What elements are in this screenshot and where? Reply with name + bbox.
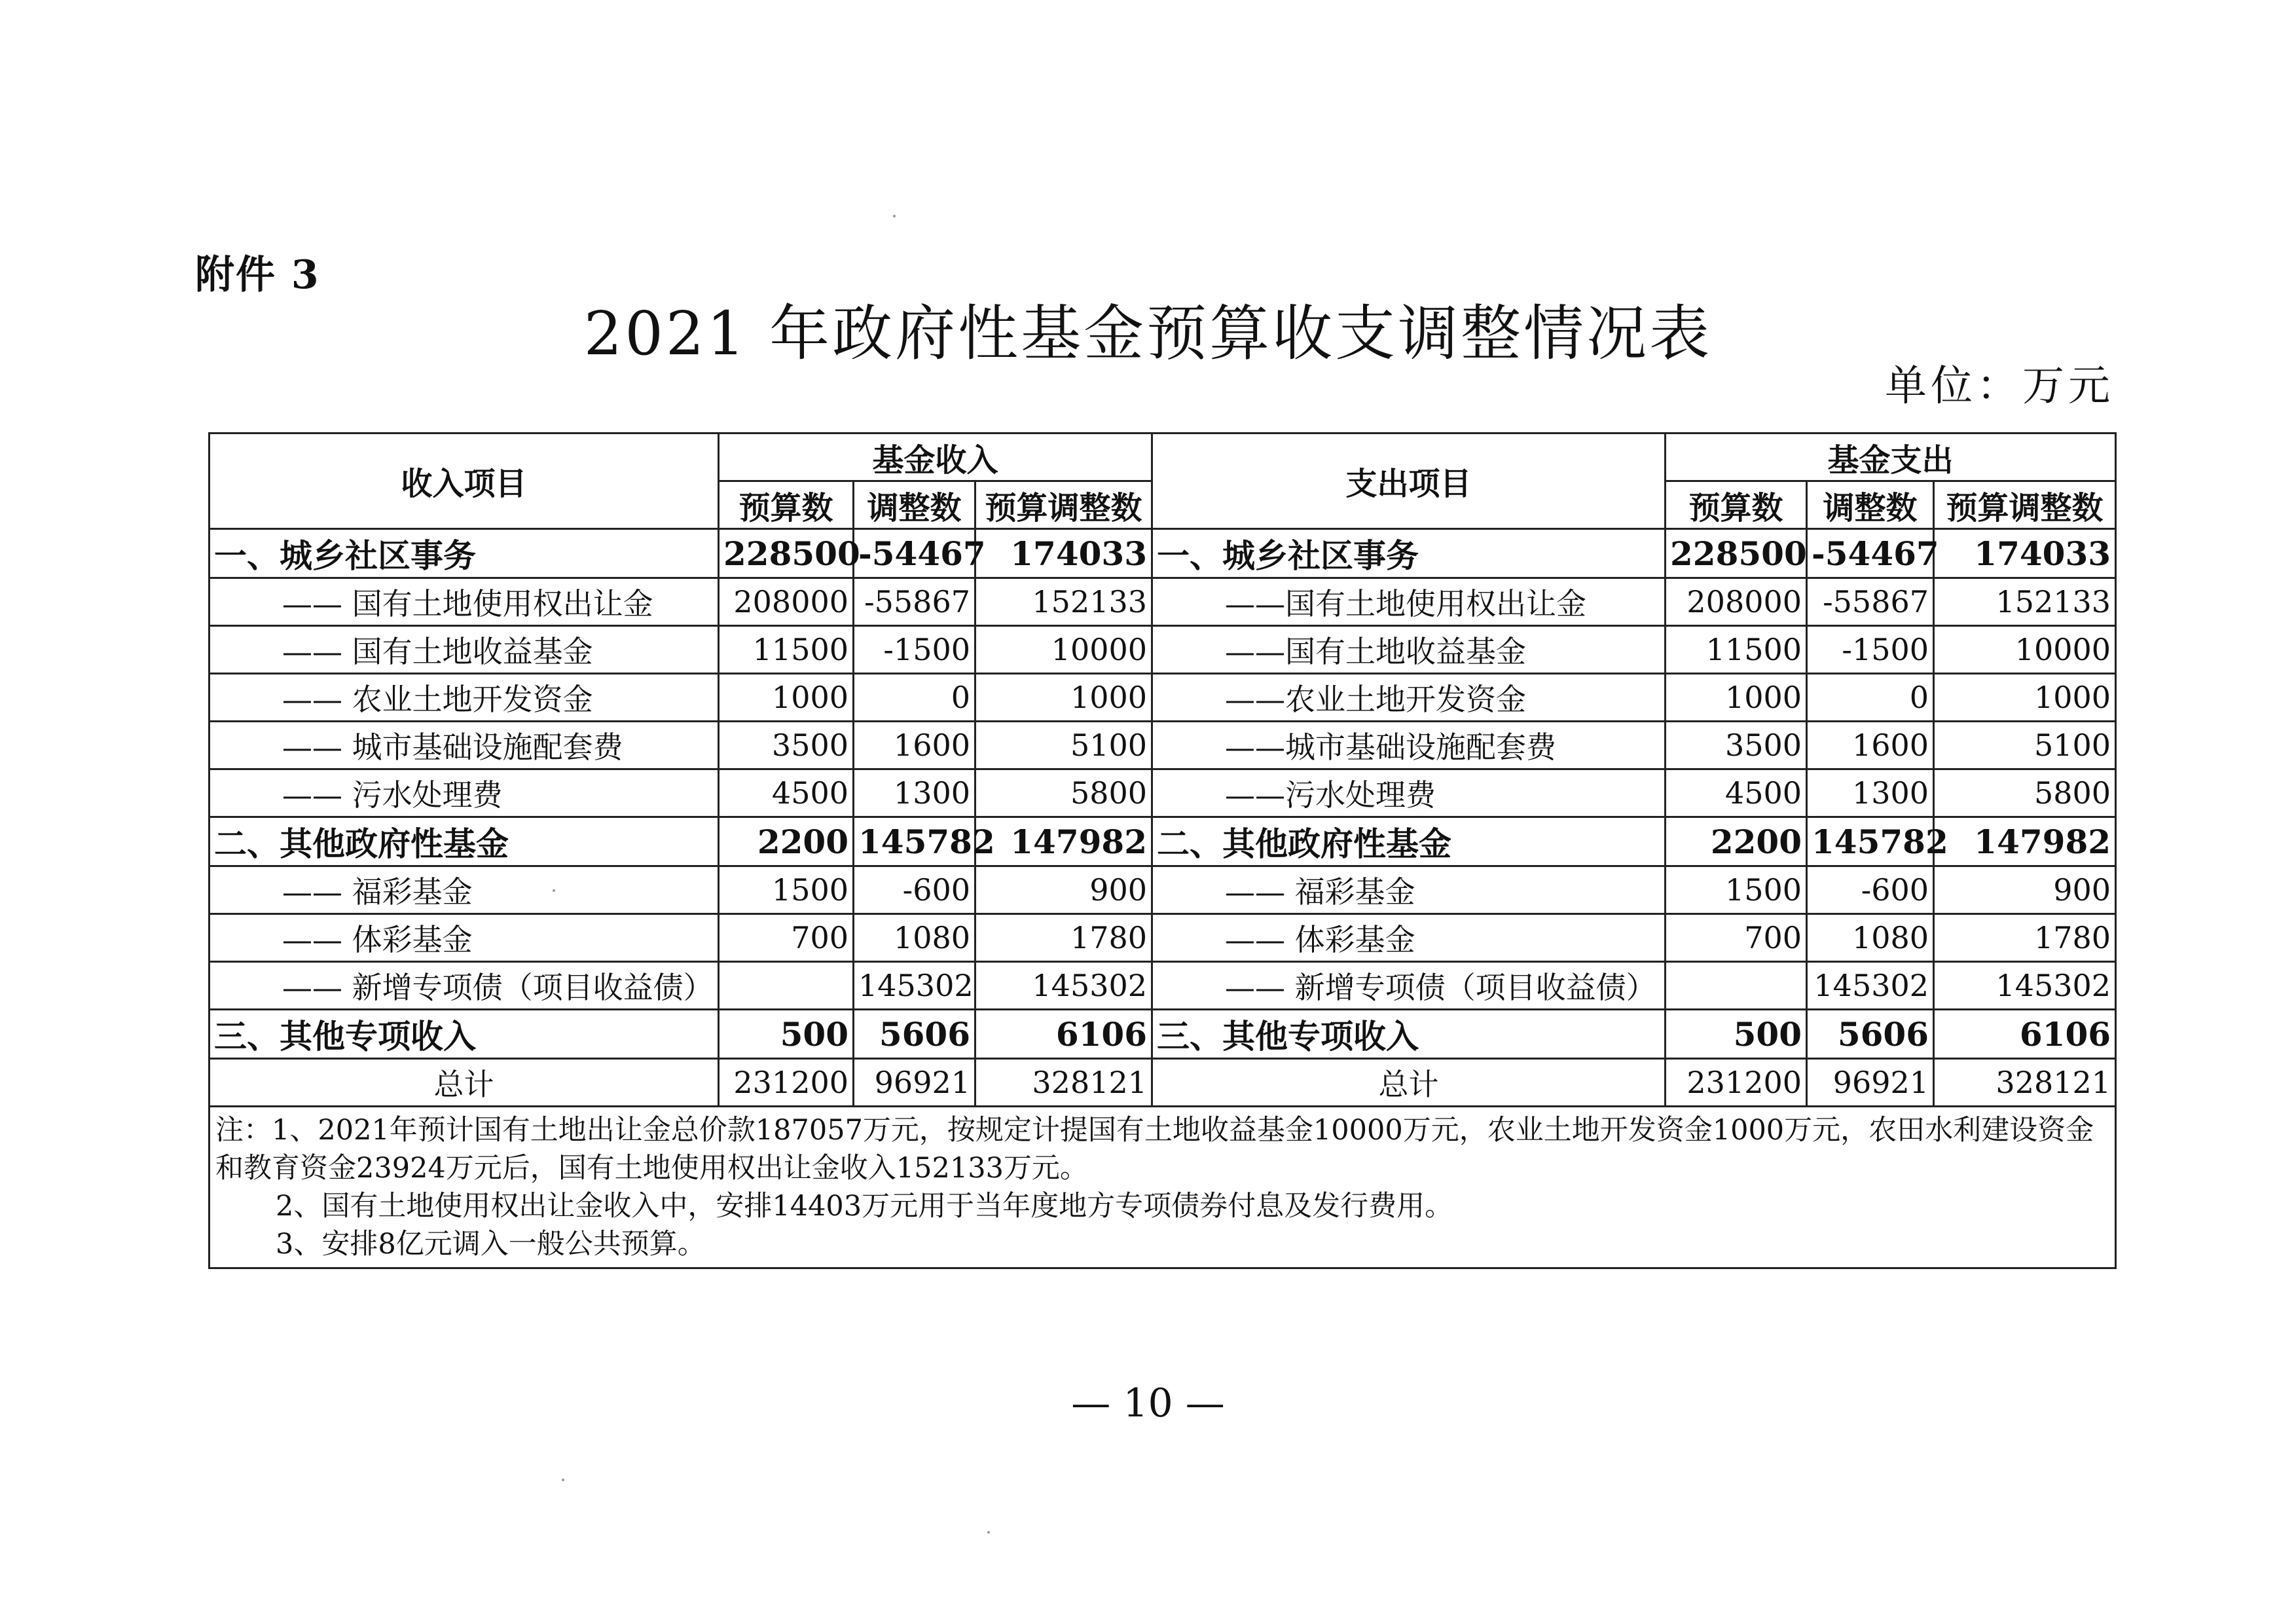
income-adjusted: 152133 bbox=[975, 578, 1152, 626]
expense-item-header: 支出项目 bbox=[1152, 434, 1666, 529]
expense-adjusted: 1780 bbox=[1934, 914, 2116, 962]
income-adjusted: 5100 bbox=[975, 722, 1152, 769]
income-budget-header: 预算数 bbox=[719, 481, 854, 529]
income-budget: 700 bbox=[719, 914, 854, 962]
fund-income-header: 基金收入 bbox=[719, 434, 1152, 481]
table-row bbox=[210, 914, 2116, 962]
income-total-label: 总计 bbox=[210, 1059, 719, 1107]
expense-item: 二、其他政府性基金 bbox=[1152, 817, 1666, 866]
table-row bbox=[210, 1010, 2116, 1059]
income-budget: 228500 bbox=[719, 529, 854, 578]
expense-adjusted: 145302 bbox=[1934, 962, 2116, 1010]
expense-adjusted: 1000 bbox=[1934, 674, 2116, 722]
fund-expense-header: 基金支出 bbox=[1666, 434, 2116, 481]
income-budget: 4500 bbox=[719, 769, 854, 817]
income-item: 三、其他专项收入 bbox=[210, 1010, 719, 1059]
expense-total-label: 总计 bbox=[1152, 1059, 1666, 1107]
table-row bbox=[210, 578, 2116, 626]
income-adjusted: 1000 bbox=[975, 674, 1152, 722]
expense-adjusted: 328121 bbox=[1934, 1059, 2116, 1107]
table-row bbox=[210, 962, 2116, 1010]
table-row bbox=[210, 626, 2116, 674]
income-adjusted: 5800 bbox=[975, 769, 1152, 817]
table-row bbox=[210, 817, 2116, 866]
expense-item: ——城市基础设施配套费 bbox=[1152, 722, 1666, 769]
income-adjustment: 1080 bbox=[854, 914, 975, 962]
attachment-label: 附件 3 bbox=[195, 252, 320, 298]
expense-adjusted: 5800 bbox=[1934, 769, 2116, 817]
expense-adjustment: 1600 bbox=[1807, 722, 1934, 769]
expense-budget: 3500 bbox=[1666, 722, 1807, 769]
expense-budget: 208000 bbox=[1666, 578, 1807, 626]
expense-adjustment-header: 调整数 bbox=[1807, 481, 1934, 529]
income-adjustment: 0 bbox=[854, 674, 975, 722]
expense-adjusted: 900 bbox=[1934, 866, 2116, 914]
expense-adjusted: 147982 bbox=[1934, 817, 2116, 866]
expense-item: —— 新增专项债（项目收益债） bbox=[1152, 962, 1666, 1010]
expense-adjusted: 6106 bbox=[1934, 1010, 2116, 1059]
expense-adjustment: 5606 bbox=[1807, 1010, 1934, 1059]
expense-budget: 11500 bbox=[1666, 626, 1807, 674]
expense-item: —— 体彩基金 bbox=[1152, 914, 1666, 962]
expense-budget: 700 bbox=[1666, 914, 1807, 962]
expense-item: 三、其他专项收入 bbox=[1152, 1010, 1666, 1059]
income-adjustment: -54467 bbox=[854, 529, 975, 578]
income-adjustment: 145302 bbox=[854, 962, 975, 1010]
total-row bbox=[210, 1059, 2116, 1107]
expense-budget: 1500 bbox=[1666, 866, 1807, 914]
scan-speck bbox=[987, 1531, 990, 1534]
expense-adjusted: 152133 bbox=[1934, 578, 2116, 626]
note-1: 注：1、2021年预计国有土地出让金总价款187057万元，按规定计提国有土地收益基金10000万元，农业土地开发资金1000万元，农田水利建设资金和教育资金23924万元后，国有土地使用权出让金收入152133万元。 bbox=[215, 1114, 2094, 1185]
expense-item: ——污水处理费 bbox=[1152, 769, 1666, 817]
income-budget: 3500 bbox=[719, 722, 854, 769]
note-3: 3、安排8亿元调入一般公共预算。 bbox=[276, 1228, 706, 1261]
expense-item: —— 福彩基金 bbox=[1152, 866, 1666, 914]
expense-adjustment: 1080 bbox=[1807, 914, 1934, 962]
income-item: —— 城市基础设施配套费 bbox=[210, 722, 719, 769]
income-adjustment: -55867 bbox=[854, 578, 975, 626]
expense-budget-header: 预算数 bbox=[1666, 481, 1807, 529]
income-adjustment: 145782 bbox=[854, 817, 975, 866]
income-item: —— 污水处理费 bbox=[210, 769, 719, 817]
income-adjustment: -600 bbox=[854, 866, 975, 914]
income-item-header: 收入项目 bbox=[210, 434, 719, 529]
expense-adjusted: 10000 bbox=[1934, 626, 2116, 674]
income-budget: 1000 bbox=[719, 674, 854, 722]
income-adjustment: 1300 bbox=[854, 769, 975, 817]
expense-item: 一、城乡社区事务 bbox=[1152, 529, 1666, 578]
scan-speck bbox=[562, 1479, 564, 1481]
expense-budget: 228500 bbox=[1666, 529, 1807, 578]
income-budget: 2200 bbox=[719, 817, 854, 866]
income-item: —— 新增专项债（项目收益债） bbox=[210, 962, 719, 1010]
expense-adjusted-header: 预算调整数 bbox=[1934, 481, 2116, 529]
income-budget bbox=[719, 962, 854, 1010]
income-adjusted: 145302 bbox=[975, 962, 1152, 1010]
income-adjusted: 10000 bbox=[975, 626, 1152, 674]
table-row bbox=[210, 674, 2116, 722]
income-adjusted: 328121 bbox=[975, 1059, 1152, 1107]
table-row bbox=[210, 769, 2116, 817]
income-adjusted: 900 bbox=[975, 866, 1152, 914]
expense-adjusted: 5100 bbox=[1934, 722, 2116, 769]
expense-adjustment: -55867 bbox=[1807, 578, 1934, 626]
page-number: — 10 — bbox=[1071, 1380, 1225, 1426]
expense-budget: 2200 bbox=[1666, 817, 1807, 866]
scan-speck bbox=[893, 215, 896, 217]
income-budget: 500 bbox=[719, 1010, 854, 1059]
income-item: —— 福彩基金 bbox=[210, 866, 719, 914]
income-adjusted: 1780 bbox=[975, 914, 1152, 962]
expense-item: ——国有土地使用权出让金 bbox=[1152, 578, 1666, 626]
income-adjusted: 147982 bbox=[975, 817, 1152, 866]
income-adjusted-header: 预算调整数 bbox=[975, 481, 1152, 529]
expense-adjustment: 1300 bbox=[1807, 769, 1934, 817]
income-item: —— 体彩基金 bbox=[210, 914, 719, 962]
scan-speck bbox=[553, 889, 555, 892]
expense-adjustment: -1500 bbox=[1807, 626, 1934, 674]
page-title: 2021 年政府性基金预算收支调整情况表 bbox=[583, 299, 1713, 369]
income-adjustment: 1600 bbox=[854, 722, 975, 769]
expense-adjustment: 0 bbox=[1807, 674, 1934, 722]
income-adjusted: 6106 bbox=[975, 1010, 1152, 1059]
income-budget: 208000 bbox=[719, 578, 854, 626]
expense-budget: 500 bbox=[1666, 1010, 1807, 1059]
income-adjustment: 96921 bbox=[854, 1059, 975, 1107]
income-budget: 231200 bbox=[719, 1059, 854, 1107]
expense-budget: 231200 bbox=[1666, 1059, 1807, 1107]
budget-table bbox=[208, 432, 2117, 1269]
expense-adjustment: 96921 bbox=[1807, 1059, 1934, 1107]
table-row bbox=[210, 866, 2116, 914]
expense-budget: 4500 bbox=[1666, 769, 1807, 817]
notes-cell bbox=[210, 1107, 2116, 1268]
table-row bbox=[210, 722, 2116, 769]
expense-item: ——农业土地开发资金 bbox=[1152, 674, 1666, 722]
expense-adjustment: -600 bbox=[1807, 866, 1934, 914]
income-adjustment-header: 调整数 bbox=[854, 481, 975, 529]
expense-adjusted: 174033 bbox=[1934, 529, 2116, 578]
note-2: 2、国有土地使用权出让金收入中，安排14403万元用于当年度地方专项债券付息及发行费用。 bbox=[276, 1190, 1453, 1223]
income-adjustment: 5606 bbox=[854, 1010, 975, 1059]
income-adjustment: -1500 bbox=[854, 626, 975, 674]
header-row-1 bbox=[210, 434, 2116, 481]
income-item: 二、其他政府性基金 bbox=[210, 817, 719, 866]
expense-budget: 1000 bbox=[1666, 674, 1807, 722]
income-item: —— 国有土地使用权出让金 bbox=[210, 578, 719, 626]
income-adjusted: 174033 bbox=[975, 529, 1152, 578]
table-row bbox=[210, 529, 2116, 578]
expense-budget bbox=[1666, 962, 1807, 1010]
expense-adjustment: 145782 bbox=[1807, 817, 1934, 866]
income-item: —— 农业土地开发资金 bbox=[210, 674, 719, 722]
income-budget: 11500 bbox=[719, 626, 854, 674]
expense-adjustment: -54467 bbox=[1807, 529, 1934, 578]
income-item: 一、城乡社区事务 bbox=[210, 529, 719, 578]
income-item: —— 国有土地收益基金 bbox=[210, 626, 719, 674]
income-budget: 1500 bbox=[719, 866, 854, 914]
expense-item: ——国有土地收益基金 bbox=[1152, 626, 1666, 674]
unit-label: 单位：万元 bbox=[1885, 362, 2114, 411]
notes-row bbox=[210, 1107, 2116, 1268]
expense-adjustment: 145302 bbox=[1807, 962, 1934, 1010]
